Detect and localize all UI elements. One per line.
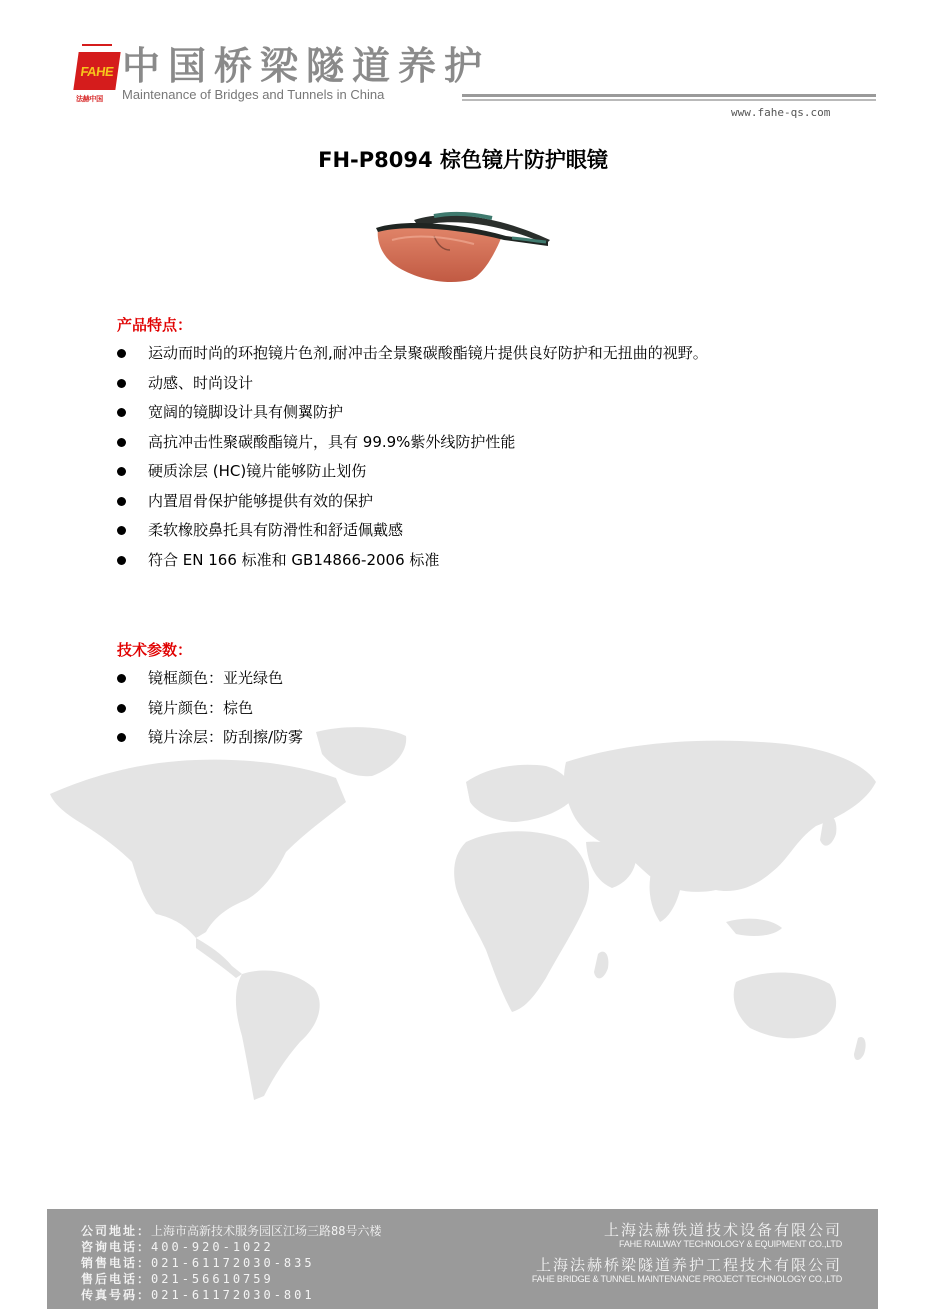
contact-value: 021-61172030-835 [151, 1256, 315, 1270]
contact-value: 021-56610759 [151, 1272, 274, 1286]
feature-item: 柔软橡胶鼻托具有防滑性和舒适佩戴感 [117, 516, 827, 546]
spec-item: 镜片涂层：防刮擦/防雾 [117, 723, 827, 753]
specs-heading: 技术参数： [117, 641, 193, 659]
contact-label: 传真号码： [81, 1288, 152, 1302]
header-rule [462, 99, 876, 101]
company-name-en: FAHE BRIDGE & TUNNEL MAINTENANCE PROJECT TECHNOLOGY CO.,LTD [531, 1274, 842, 1284]
footer [47, 1209, 878, 1309]
page-title: FH-P8094 棕色镜片防护眼镜 [318, 148, 608, 172]
contact-row [81, 1287, 381, 1303]
brand-title-en: Maintenance of Bridges and Tunnels in China [122, 87, 385, 102]
header-rule [462, 94, 876, 97]
contact-value: 上海市高新技术服务园区江场三路88号六楼 [151, 1224, 382, 1238]
company-name-cn: 上海法赫桥梁隧道养护工程技术有限公司 [535, 1256, 842, 1274]
contact-value: 021-61172030-801 [151, 1288, 315, 1302]
website-url: www.fahe-qs.com [731, 106, 831, 119]
contact-label: 咨询电话： [81, 1240, 152, 1254]
spec-item: 镜片颜色：棕色 [117, 694, 827, 724]
contact-row [81, 1223, 381, 1239]
contact-row [81, 1255, 381, 1271]
spec-item: 镜框颜色：亚光绿色 [117, 664, 827, 694]
feature-item: 动感、时尚设计 [117, 369, 827, 399]
contact-row [81, 1271, 381, 1287]
contact-label: 销售电话： [81, 1256, 152, 1270]
logo-text: FAHE [79, 63, 115, 79]
feature-item: 运动而时尚的环抱镜片色剂,耐冲击全景聚碳酸酯镜片提供良好防护和无扭曲的视野。 [117, 339, 827, 369]
contact-value: 400-920-1022 [151, 1240, 274, 1254]
features-list [117, 339, 827, 575]
contact-label: 公司地址： [81, 1224, 152, 1238]
feature-item: 符合 EN 166 标准和 GB14866-2006 标准 [117, 546, 827, 576]
company-name-cn: 上海法赫铁道技术设备有限公司 [603, 1221, 842, 1239]
logo-mark [73, 52, 120, 90]
features-heading: 产品特点： [117, 316, 193, 334]
feature-item: 宽阔的镜脚设计具有侧翼防护 [117, 398, 827, 428]
product-glasses-image [374, 206, 550, 286]
company-name-en: FAHE RAILWAY TECHNOLOGY & EQUIPMENT CO.,LTD [619, 1239, 842, 1249]
contact-row [81, 1239, 381, 1255]
feature-item: 内置眉骨保护能够提供有效的保护 [117, 487, 827, 517]
contact-label: 售后电话： [81, 1272, 152, 1286]
world-map-watermark [46, 722, 880, 1114]
footer-contacts [81, 1223, 381, 1303]
feature-item: 硬质涂层 (HC)镜片能够防止划伤 [117, 457, 827, 487]
logo-subtext: 法赫中国 [76, 95, 103, 103]
footer-companies [532, 1221, 842, 1291]
feature-item: 高抗冲击性聚碳酸酯镜片，具有 99.9%紫外线防护性能 [117, 428, 827, 458]
company-logo [76, 44, 118, 108]
brand-title-cn: 中国桥梁隧道养护 [122, 44, 491, 88]
